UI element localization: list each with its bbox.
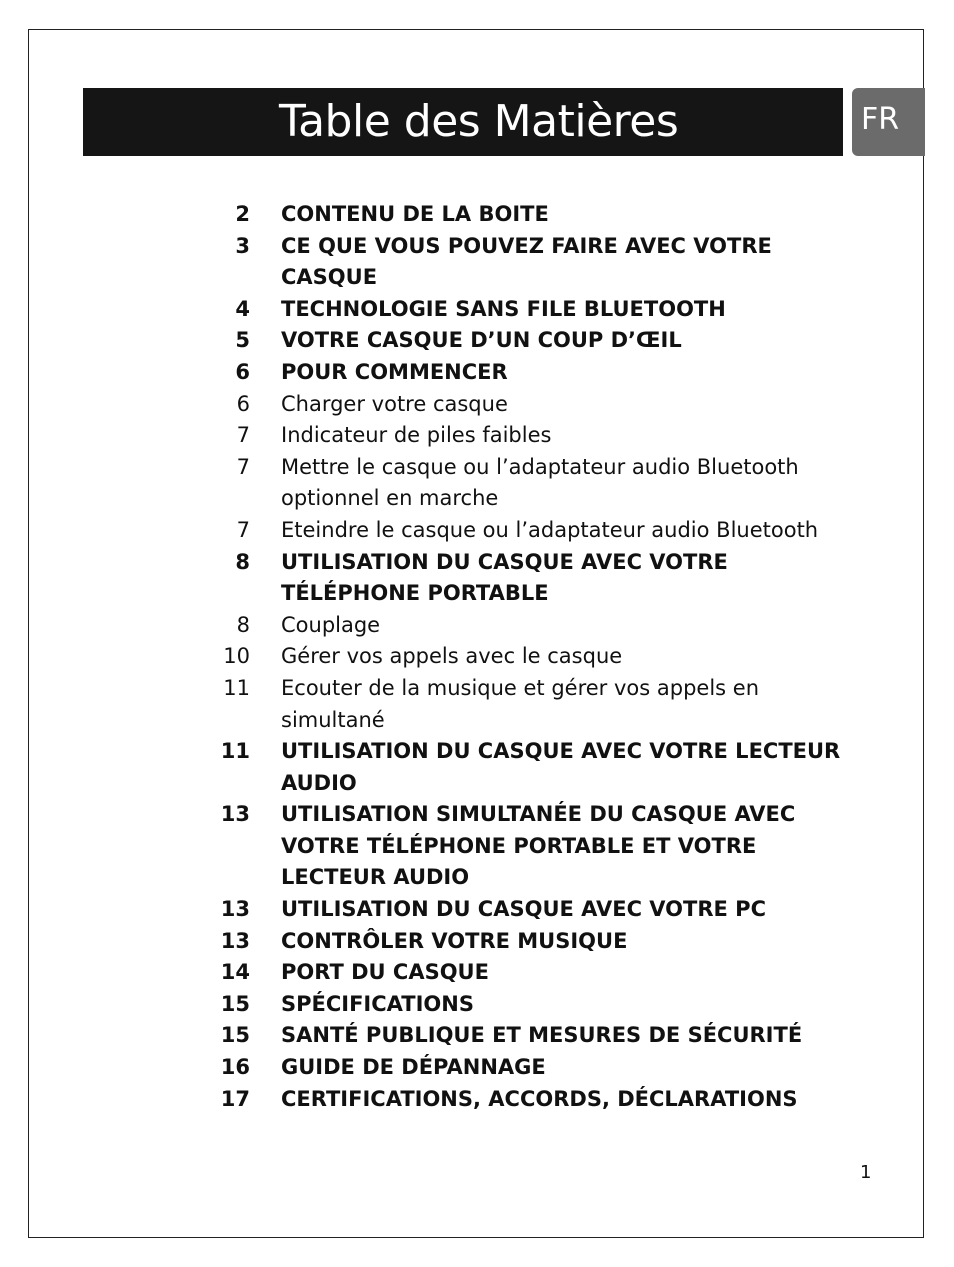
toc-entry[interactable]: [210, 452, 860, 515]
toc-entry[interactable]: [210, 610, 860, 642]
toc-entry[interactable]: [210, 926, 860, 958]
toc-page-number: 6: [236, 391, 250, 416]
toc-page-number: 16: [220, 1055, 250, 1080]
toc-entry[interactable]: [210, 673, 860, 736]
toc-entry[interactable]: [210, 1052, 860, 1084]
toc-entry[interactable]: [210, 199, 860, 231]
toc-entry-title: Couplage: [281, 612, 381, 637]
toc-page-number: 8: [235, 549, 250, 574]
toc-entry[interactable]: [210, 231, 860, 294]
toc-page-number: 7: [236, 423, 250, 448]
toc-entry[interactable]: [210, 641, 860, 673]
toc-entry[interactable]: [210, 1084, 860, 1116]
toc-entry-title: CE QUE VOUS POUVEZ FAIRE AVEC VOTRE CASQUE: [281, 233, 772, 290]
toc-entry-title: Indicateur de piles faibles: [281, 423, 552, 448]
toc-page-number: 7: [236, 517, 250, 542]
toc-entry[interactable]: [210, 294, 860, 326]
toc-entry-title: VOTRE CASQUE D’UN COUP D’ŒIL: [281, 328, 682, 353]
toc-entry-title: UTILISATION DU CASQUE AVEC VOTRE TÉLÉPHONE PORTABLE: [281, 549, 728, 606]
toc-entry-title: Charger votre casque: [281, 391, 508, 416]
toc-entry-title: POUR COMMENCER: [281, 359, 508, 384]
toc-entry-title: Mettre le casque ou l’adaptateur audio Bluetooth optionnel en marche: [281, 454, 799, 511]
toc-entry-title: Ecouter de la musique et gérer vos appels en simultané: [281, 675, 760, 732]
language-tab: [852, 88, 925, 156]
toc-entry-title: GUIDE DE DÉPANNAGE: [281, 1055, 546, 1080]
toc-entry-title: TECHNOLOGIE SANS FILE BLUETOOTH: [281, 296, 726, 321]
toc-entry[interactable]: [210, 736, 860, 799]
toc-page-number: 13: [220, 928, 250, 953]
toc-entry-title: Gérer vos appels avec le casque: [281, 644, 623, 669]
toc-entry[interactable]: [210, 1020, 860, 1052]
toc-entry-title: SANTÉ PUBLIQUE ET MESURES DE SÉCURITÉ: [281, 1023, 803, 1048]
toc-entry[interactable]: [210, 389, 860, 421]
toc-entry[interactable]: [210, 357, 860, 389]
table-of-contents: [210, 199, 860, 1115]
page-number: 1: [860, 1162, 872, 1183]
toc-entry-title: UTILISATION DU CASQUE AVEC VOTRE LECTEUR AUDIO: [281, 739, 841, 795]
toc-entry-title: UTILISATION DU CASQUE AVEC VOTRE PC: [281, 897, 766, 922]
toc-entry-title: CONTENU DE LA BOITE: [281, 202, 549, 226]
toc-page-number: 4: [235, 296, 250, 321]
toc-page-number: 14: [220, 960, 250, 985]
toc-page-number: 2: [235, 202, 250, 226]
toc-entry-title: UTILISATION SIMULTANÉE DU CASQUE AVEC VOTRE TÉLÉPHONE PORTABLE ET VOTRE LECTEUR AUDIO: [281, 802, 796, 890]
toc-page-number: 7: [236, 454, 250, 479]
toc-entry[interactable]: [210, 957, 860, 989]
toc-page-number: 13: [220, 897, 250, 922]
toc-page-number: 15: [220, 1023, 250, 1048]
toc-entry-title: CERTIFICATIONS, ACCORDS, DÉCLARATIONS: [281, 1086, 798, 1111]
toc-entry-title: PORT DU CASQUE: [281, 960, 489, 985]
toc-page-number: 8: [236, 612, 250, 637]
toc-page-number: 13: [220, 802, 250, 827]
toc-page-number: 15: [220, 991, 250, 1016]
toc-entry[interactable]: [210, 894, 860, 926]
toc-page-number: 17: [220, 1086, 250, 1111]
page-title: Table des Matières: [279, 96, 679, 147]
toc-page-number: 11: [223, 675, 250, 700]
toc-entry[interactable]: [210, 547, 860, 610]
toc-entry-title: SPÉCIFICATIONS: [281, 991, 474, 1016]
title-banner: [83, 88, 843, 156]
toc-entry[interactable]: [210, 325, 860, 357]
toc-page-number: 3: [235, 233, 250, 258]
language-tab-label: FR: [861, 102, 900, 137]
toc-page-number: 5: [235, 328, 250, 353]
toc-entry[interactable]: [210, 515, 860, 547]
toc-entry-title: Eteindre le casque ou l’adaptateur audio Bluetooth: [281, 517, 819, 542]
toc-entry[interactable]: [210, 989, 860, 1021]
toc-entry-title: CONTRÔLER VOTRE MUSIQUE: [281, 928, 628, 953]
toc-entry[interactable]: [210, 420, 860, 452]
toc-page-number: 11: [220, 739, 250, 764]
toc-page-number: 6: [235, 359, 250, 384]
toc-entry[interactable]: [210, 799, 860, 894]
toc-page-number: 10: [223, 644, 250, 669]
